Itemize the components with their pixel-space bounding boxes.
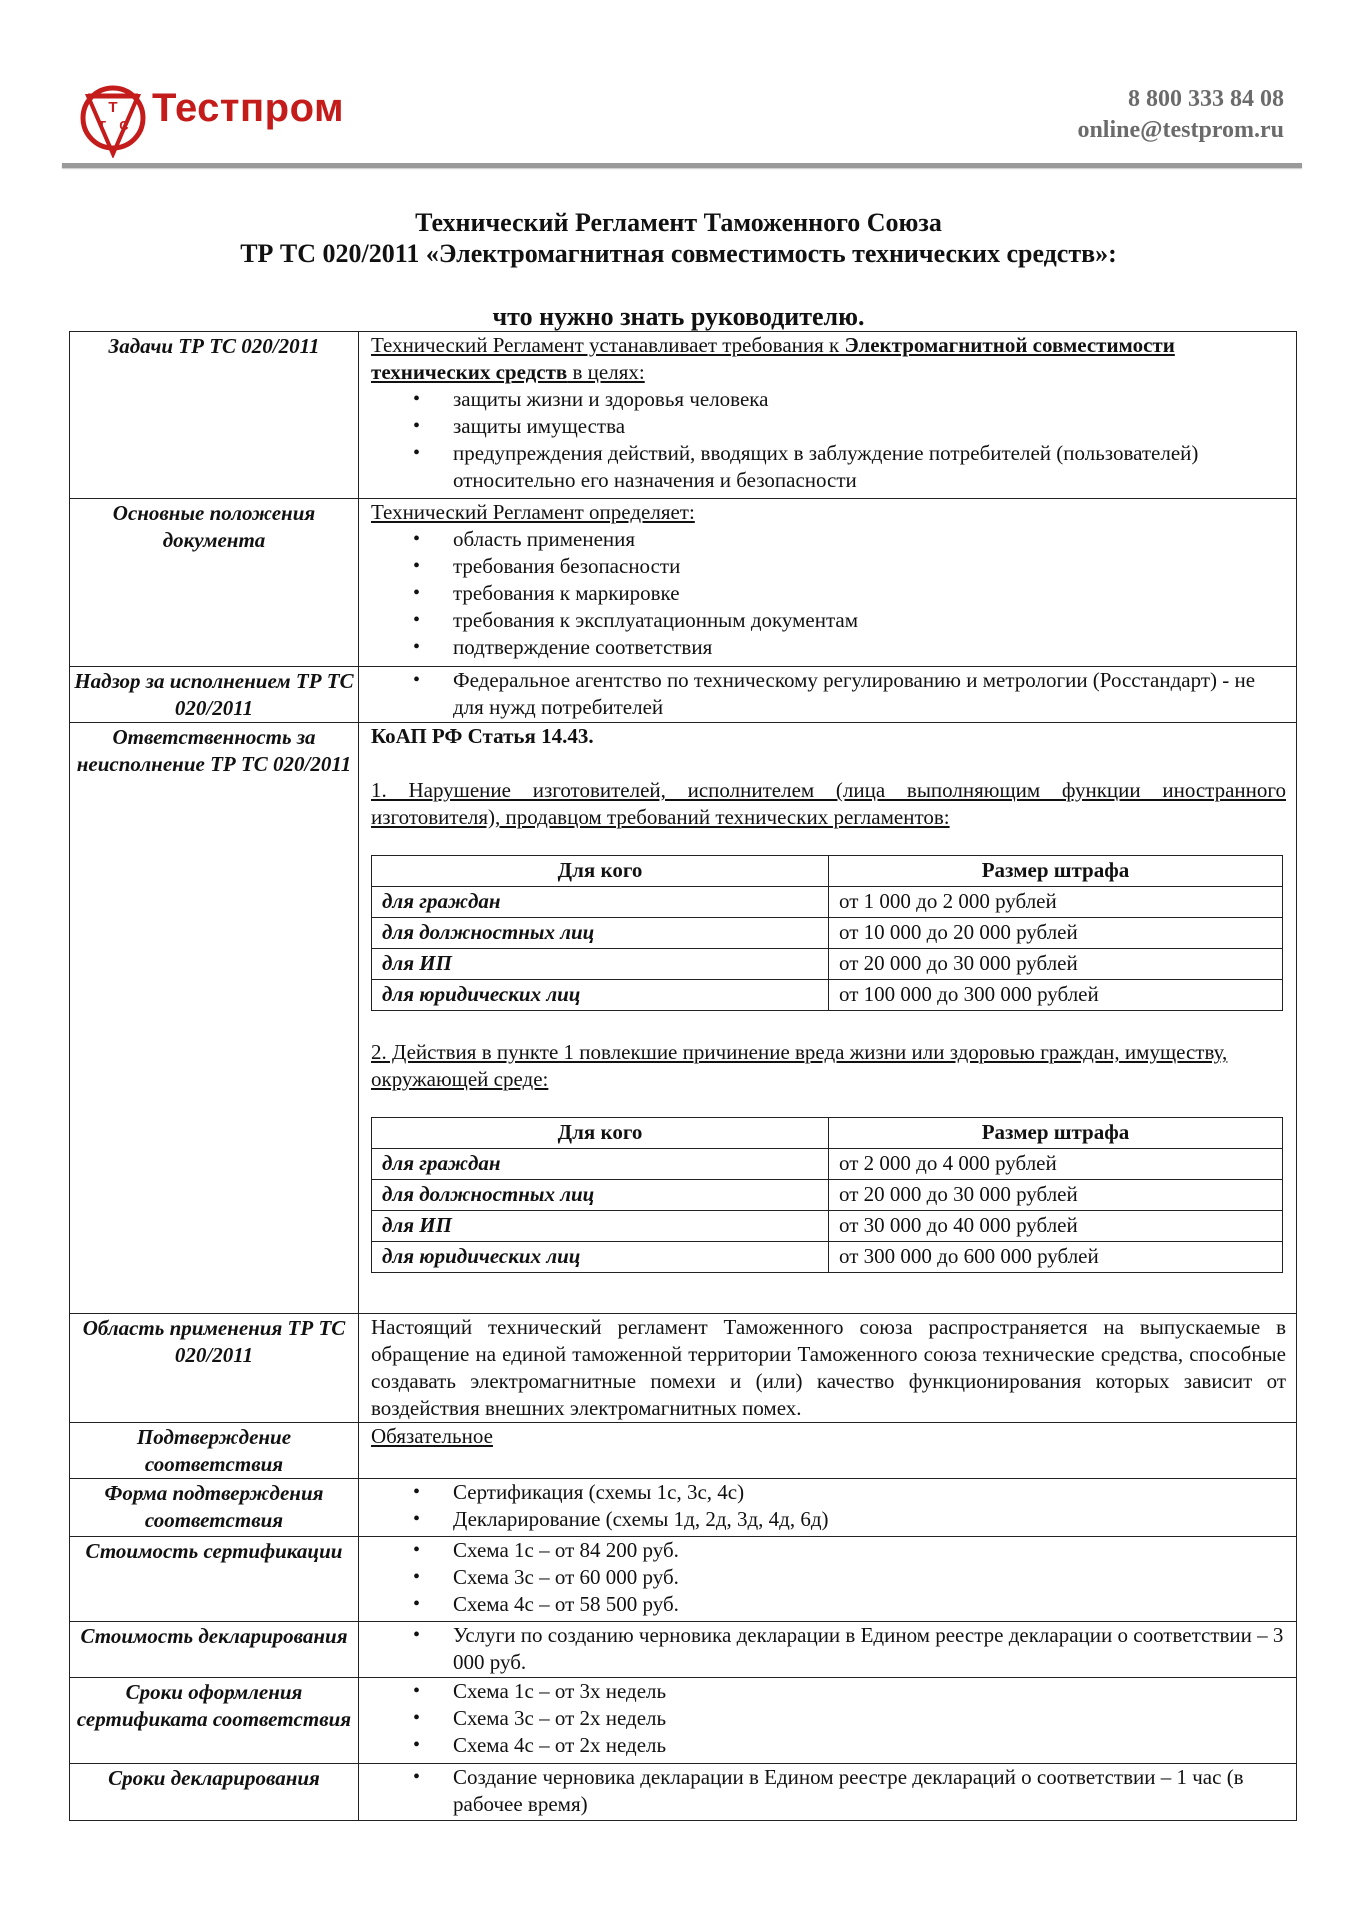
provisions-intro: Технический Регламент определяет: <box>371 500 695 524</box>
list-item: • Декларирование (схемы 1д, 2д, 3д, 4д, 6д) <box>453 1506 1286 1533</box>
list-item: • Схема 4с – от 2х недель <box>453 1732 1286 1759</box>
list-item: • Федеральное агентство по техническому регулированию и метрологии (Росстандарт) - не для нужд потребителей <box>453 667 1286 721</box>
list-item: • Схема 3с – от 60 000 руб. <box>453 1564 1286 1591</box>
row-content <box>359 1764 1297 1821</box>
table-row <box>372 980 1283 1011</box>
table-cell: от 20 000 до 30 000 рублей <box>829 1180 1283 1211</box>
tasks-intro-text: Технический Регламент устанавливает требования к <box>371 333 845 357</box>
column-header: Для кого <box>372 856 829 887</box>
fines-table-1 <box>371 855 1283 1011</box>
list-item: • требования к эксплуатационным документам <box>453 607 1286 634</box>
table-cell: для юридических лиц <box>372 980 829 1011</box>
table-cell: от 1 000 до 2 000 рублей <box>829 887 1283 918</box>
document-title-line-3: что нужно знать руководителю. <box>492 302 865 331</box>
row-label: Сроки декларирования <box>70 1764 359 1821</box>
list-item: • защиты имущества <box>453 413 1286 440</box>
table-cell: от 30 000 до 40 000 рублей <box>829 1211 1283 1242</box>
tasks-intro-tail: в целях: <box>567 360 645 384</box>
table-header-row <box>372 1118 1283 1149</box>
logo-letter-top: Т <box>108 99 118 116</box>
contacts <box>1077 84 1284 146</box>
row-content <box>359 1622 1297 1678</box>
koap-article: КоАП РФ Статья 14.43. <box>371 724 594 748</box>
row-label: Стоимость декларирования <box>70 1622 359 1678</box>
decl-terms-list <box>371 1764 1286 1818</box>
row-confirmation-form <box>70 1479 1297 1537</box>
tasks-intro-emphasis: Электромагнитной совместимости технических средств <box>371 333 1175 384</box>
tasks-intro <box>371 332 1286 386</box>
row-label: Форма подтверждения соответствия <box>70 1479 359 1537</box>
violation-point-1: 1. Нарушение изготовителей, исполнителем (лица выполняющим функции иностранного изготовителя), продавцом требований технических регламентов: <box>371 778 1286 829</box>
table-row <box>372 949 1283 980</box>
table-cell: для ИП <box>372 949 829 980</box>
document-title-line-1: Технический Регламент Таможенного Союза <box>415 208 942 237</box>
row-label: Подтверждение соответствия <box>70 1423 359 1479</box>
table-cell: от 10 000 до 20 000 рублей <box>829 918 1283 949</box>
table-row <box>372 1180 1283 1211</box>
row-label: Задачи ТР ТС 020/2011 <box>70 332 359 499</box>
table-row <box>372 887 1283 918</box>
row-scope <box>70 1314 1297 1423</box>
scope-text: Настоящий технический регламент Таможенного союза распространяется на выпускаемые в обращение на единой таможенной территории Таможенного союза технические средства, способные создавать электромагнитные помехи и (или) качество функционирования которых зависит от воздействия внешних электромагнитных помех. <box>359 1314 1297 1423</box>
table-cell: для граждан <box>372 887 829 918</box>
list-item: • Сертификация (схемы 1с, 3с, 4с) <box>453 1479 1286 1506</box>
confirmation-form-list <box>371 1479 1286 1533</box>
row-content <box>359 723 1297 1314</box>
row-cert-terms <box>70 1678 1297 1764</box>
testprom-logo-icon <box>80 82 150 158</box>
table-cell: от 300 000 до 600 000 рублей <box>829 1242 1283 1273</box>
row-label: Ответственность за неисполнение ТР ТС 020/2011 <box>70 723 359 1314</box>
list-item: • Схема 4с – от 58 500 руб. <box>453 1591 1286 1618</box>
row-label: Сроки оформления сертификата соответствия <box>70 1678 359 1764</box>
fines-table-2 <box>371 1117 1283 1273</box>
row-provisions <box>70 499 1297 667</box>
confirmation-value: Обязательное <box>371 1424 493 1448</box>
cert-cost-list <box>371 1537 1286 1618</box>
list-item: • подтверждение соответствия <box>453 634 1286 661</box>
row-cert-cost <box>70 1537 1297 1622</box>
row-supervision <box>70 667 1297 723</box>
row-content <box>359 1537 1297 1622</box>
table-cell: от 2 000 до 4 000 рублей <box>829 1149 1283 1180</box>
table-cell: для граждан <box>372 1149 829 1180</box>
page-header <box>66 76 1302 166</box>
row-decl-cost <box>70 1622 1297 1678</box>
row-confirmation <box>70 1423 1297 1479</box>
row-content <box>359 499 1297 667</box>
header-divider <box>62 163 1302 168</box>
row-decl-terms <box>70 1764 1297 1821</box>
row-content <box>359 1678 1297 1764</box>
row-tasks <box>70 332 1297 499</box>
list-item: • Схема 1с – от 3х недель <box>453 1678 1286 1705</box>
cert-terms-list <box>371 1678 1286 1759</box>
table-cell: от 100 000 до 300 000 рублей <box>829 980 1283 1011</box>
list-item: • Схема 3с – от 2х недель <box>453 1705 1286 1732</box>
table-cell: от 20 000 до 30 000 рублей <box>829 949 1283 980</box>
table-header-row <box>372 856 1283 887</box>
table-cell: для юридических лиц <box>372 1242 829 1273</box>
list-item: • Услуги по созданию черновика декларации в Едином реестре декларации о соответствии – 3 000 руб. <box>453 1622 1286 1676</box>
supervision-list <box>371 667 1286 721</box>
violation-point-2: 2. Действия в пункте 1 повлекшие причинение вреда жизни или здоровью граждан, имуществу, окружающей среде: <box>371 1040 1228 1091</box>
list-item: • защиты жизни и здоровья человека <box>453 386 1286 413</box>
column-header: Размер штрафа <box>829 856 1283 887</box>
list-item: • предупреждения действий, вводящих в заблуждение потребителей (пользователей) относительно его назначения и безопасности <box>453 440 1286 494</box>
list-item: • требования к маркировке <box>453 580 1286 607</box>
list-item: • требования безопасности <box>453 553 1286 580</box>
table-cell: для ИП <box>372 1211 829 1242</box>
row-content <box>359 1479 1297 1537</box>
column-header: Для кого <box>372 1118 829 1149</box>
tasks-list <box>371 386 1286 494</box>
table-row <box>372 1149 1283 1180</box>
brand-name: Тестпром <box>152 86 345 130</box>
row-content <box>359 332 1297 499</box>
row-label: Надзор за исполнением ТР ТС 020/2011 <box>70 667 359 723</box>
table-cell: для должностных лиц <box>372 1180 829 1211</box>
row-label: Область применения ТР ТС 020/2011 <box>70 1314 359 1423</box>
list-item: • Создание черновика декларации в Едином реестре деклараций о соответствии – 1 час (в рабочее время) <box>453 1764 1286 1818</box>
row-label: Стоимость сертификации <box>70 1537 359 1622</box>
table-cell: для должностных лиц <box>372 918 829 949</box>
row-content <box>359 1423 1297 1479</box>
table-row <box>372 1211 1283 1242</box>
column-header: Размер штрафа <box>829 1118 1283 1149</box>
list-item: • Схема 1с – от 84 200 руб. <box>453 1537 1286 1564</box>
email-link[interactable]: online@testprom.ru <box>1077 117 1284 143</box>
row-liability <box>70 723 1297 1314</box>
table-row <box>372 918 1283 949</box>
row-content <box>359 667 1297 723</box>
row-label: Основные положения документа <box>70 499 359 667</box>
document-title-line-2: ТР ТС 020/2011 «Электромагнитная совместимость технических средств»: <box>240 239 1117 268</box>
logo-letter-left: Т <box>98 118 106 133</box>
logo-letter-right: С <box>119 118 129 133</box>
table-row <box>372 1242 1283 1273</box>
decl-cost-list <box>371 1622 1286 1676</box>
list-item: • область применения <box>453 526 1286 553</box>
regulation-summary-table <box>69 331 1297 1821</box>
provisions-list <box>371 526 1286 661</box>
phone-number[interactable]: 8 800 333 84 08 <box>1128 86 1284 112</box>
